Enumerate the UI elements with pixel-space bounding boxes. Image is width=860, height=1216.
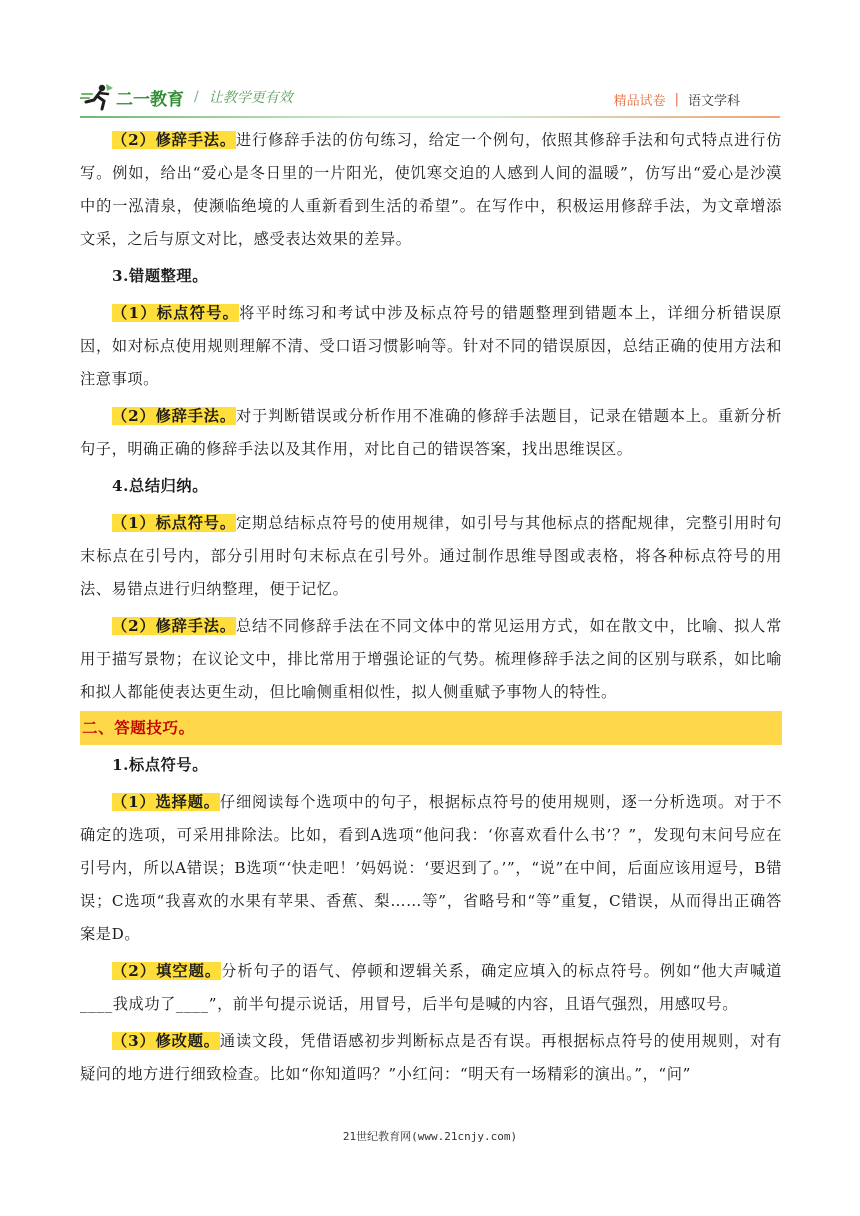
paragraph-text: 总结不同修辞手法在不同文体中的常见运用方式，如在散文中，比喻、拟人常用于描写景物；在议论文中，排比常用于增强论证的气势。梳理修辞手法之间的区别与联系，如比喻和拟人都能使表达更生动，但比喻侧重相似性，拟人侧重赋予事物人的特性。: [80, 617, 782, 701]
brand-name: 二一教育: [116, 89, 184, 110]
paragraph-heading: （2）修辞手法。: [112, 617, 236, 635]
paragraph-heading: （2）修辞手法。: [112, 131, 236, 149]
paragraph: [80, 400, 782, 466]
paragraph-heading: （1）选择题。: [112, 793, 220, 811]
tag-separator: |: [674, 92, 679, 107]
logo: [80, 82, 293, 112]
runner-logo-icon: [80, 82, 114, 112]
paragraph-heading: （1）标点符号。: [112, 304, 240, 322]
header-divider: /: [194, 89, 199, 105]
paragraph-text: 对于判断错误或分析作用不准确的修辞手法题目，记录在错题本上。重新分析句子，明确正确的修辞手法以及其作用，对比自己的错误答案，找出思维误区。: [80, 407, 782, 458]
paragraph-heading: （2）填空题。: [112, 962, 222, 980]
header-tags: [614, 90, 740, 109]
paragraph-text: 仔细阅读每个选项中的句子，根据标点符号的使用规则，逐一分析选项。对于不确定的选项，可采用排除法。比如，看到A选项“他问我：‘你喜欢看什么书’？”，发现句末问号应在引号内，所以A错误；B选项“‘快走吧！’妈妈说：‘要迟到了。’”，“说”在中间，后面应该用逗号，B错误；C选项“我喜欢的水果有苹果、香蕉、梨……等”，省略号和“等”重复，C错误，从而得出正确答案是D。: [80, 793, 782, 943]
paragraph-text: 进行修辞手法的仿句练习，给定一个例句，依照其修辞手法和句式特点进行仿写。例如，给出“爱心是冬日里的一片阳光，使饥寒交迫的人感到人间的温暖”，仿写出“爱心是沙漠中的一泓清泉，使濒临绝境的人重新看到生活的希望”。在写作中，积极运用修辞手法，为文章增添文采，之后与原文对比，感受表达效果的差异。: [80, 131, 782, 248]
paragraph: [80, 786, 782, 951]
subsection-title: 4.总结归纳。: [112, 477, 208, 495]
paragraph-text: 分析句子的语气、停顿和逻辑关系，确定应填入的标点符号。例如“他大声喊道____我成功了____”，前半句提示说话，用冒号，后半句是喊的内容，且语气强烈，用感叹号。: [80, 962, 782, 1013]
page-header: [80, 78, 780, 118]
paragraph-text: 定期总结标点符号的使用规律，如引号与其他标点的搭配规律，完整引用时句末标点在引号内，部分引用时句末标点在引号外。通过制作思维导图或表格，将各种标点符号的用法、易错点进行归纳整理，便于记忆。: [80, 514, 782, 598]
tag-subject: 语文学科: [687, 94, 740, 109]
document-body: [80, 124, 782, 1091]
paragraph: [80, 955, 782, 1021]
page-footer: 21世纪教育网(www.21cnjy.com): [342, 1130, 518, 1143]
paragraph: [80, 124, 782, 256]
section-heading: 二、答题技巧。: [80, 711, 782, 745]
paragraph: [80, 297, 782, 396]
slogan: 让教学更有效: [208, 90, 293, 106]
paragraph: [80, 610, 782, 709]
subsection-title: 3.错题整理。: [112, 267, 208, 285]
paragraph-text: 将平时练习和考试中涉及标点符号的错题整理到错题本上，详细分析错误原因，如对标点使用规则理解不清、受口语习惯影响等。针对不同的错误原因，总结正确的使用方法和注意事项。: [80, 304, 782, 388]
paragraph-heading: （3）修改题。: [112, 1032, 220, 1050]
tag-quality-paper: 精品试卷: [613, 94, 666, 109]
header-rule: [80, 116, 780, 118]
subsection-title: 1.标点符号。: [112, 756, 208, 774]
paragraph-text: 通读文段，凭借语感初步判断标点是否有误。再根据标点符号的使用规则，对有疑问的地方进行细致检查。比如“你知道吗？”小红问：“明天有一场精彩的演出。”，“问”: [80, 1032, 782, 1083]
paragraph-heading: （1）标点符号。: [112, 514, 236, 532]
paragraph: [80, 507, 782, 606]
paragraph: [80, 1025, 782, 1091]
paragraph-heading: （2）修辞手法。: [112, 407, 236, 425]
